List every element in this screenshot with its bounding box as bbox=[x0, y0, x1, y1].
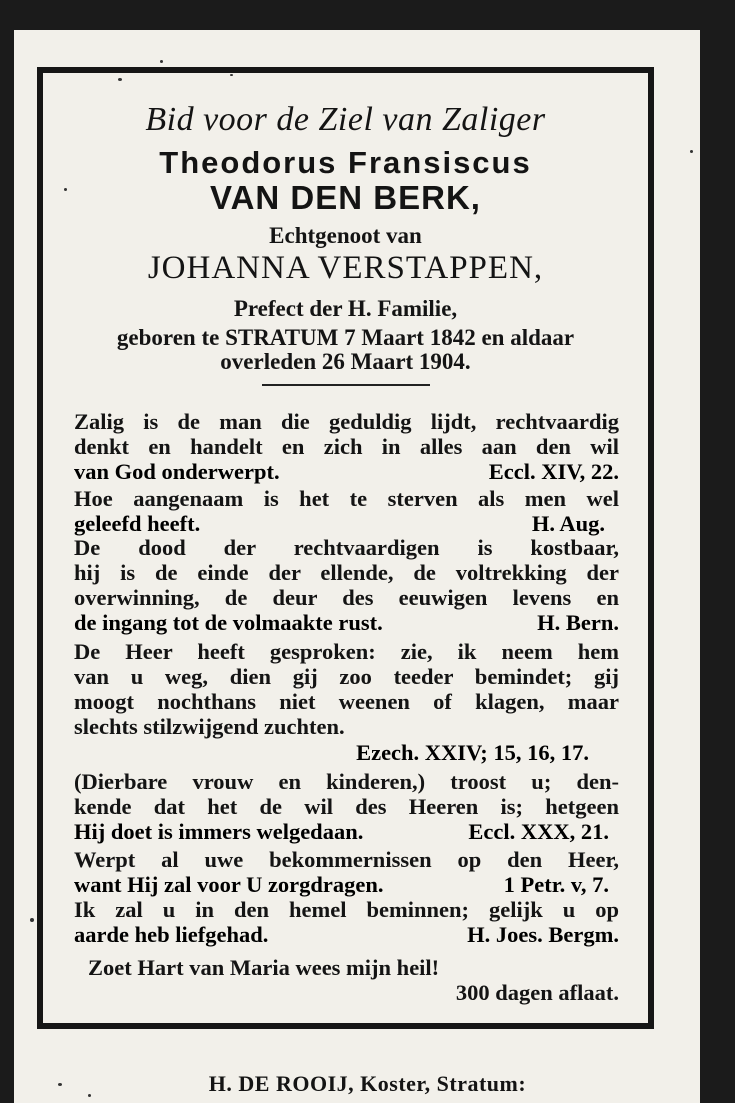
text-line: hij is de einde der ellende, de voltrekking der bbox=[74, 560, 619, 585]
print-speck bbox=[58, 1083, 62, 1086]
card-heading: Bid voor de Ziel van Zaliger bbox=[145, 101, 546, 138]
deceased-surname: VAN DEN BERK, bbox=[210, 179, 481, 216]
text-line: geleefd heeft. bbox=[74, 511, 201, 536]
scripture-reference: H. Aug. bbox=[531, 511, 605, 536]
text-line: kende dat het de wil des Heeren is; hetgeen bbox=[74, 794, 619, 819]
death-line: overleden 26 Maart 1904. bbox=[220, 349, 471, 374]
text-line-with-reference bbox=[74, 610, 619, 636]
spouse-label: Echtgenoot van bbox=[269, 223, 422, 248]
text-line-with-reference bbox=[74, 922, 619, 948]
text-line: denkt en handelt en zich in alles aan den wil bbox=[74, 434, 619, 459]
print-speck bbox=[230, 74, 233, 76]
text-line: want Hij zal voor U zorgdragen. bbox=[74, 872, 384, 897]
memorial-card-frame bbox=[37, 67, 654, 1029]
text-line: Hoe aangenaam is het te sterven als men wel bbox=[74, 486, 619, 511]
print-speck bbox=[88, 1094, 91, 1097]
text-line: De dood der rechtvaardigen is kostbaar, bbox=[74, 535, 619, 560]
scripture-reference: Ezech. XXIV; 15, 16, 17. bbox=[356, 740, 589, 765]
text-line: de ingang tot de volmaakte rust. bbox=[74, 610, 383, 635]
text-line: (Dierbare vrouw en kinderen,) troost u; den- bbox=[74, 769, 619, 794]
divider-rule bbox=[262, 384, 430, 386]
closing-prayer: Zoet Hart van Maria wees mijn heil! bbox=[88, 955, 440, 980]
print-speck bbox=[160, 60, 163, 63]
scripture-reference: H. Joes. Bergm. bbox=[467, 922, 619, 947]
deceased-first-names: Theodorus Fransiscus bbox=[159, 145, 532, 180]
indulgence-note: 300 dagen aflaat. bbox=[455, 980, 619, 1005]
text-line: moogt nochthans niet weenen of klagen, maar bbox=[74, 689, 619, 714]
text-line: slechts stilzwijgend zuchten. bbox=[74, 714, 345, 739]
text-line: Ik zal u in den hemel beminnen; gelijk u op bbox=[74, 897, 619, 922]
text-line-with-reference bbox=[74, 511, 619, 537]
scripture-reference: Eccl. XIV, 22. bbox=[488, 459, 619, 484]
text-line: Zalig is de man die geduldig lijdt, rechtvaardig bbox=[74, 409, 619, 434]
text-line: Hij doet is immers welgedaan. bbox=[74, 819, 364, 844]
text-line: De Heer heeft gesproken: zie, ik neem hem bbox=[74, 639, 619, 664]
text-line: aarde heb liefgehad. bbox=[74, 922, 269, 947]
print-speck bbox=[118, 78, 122, 81]
scripture-reference: 1 Petr. v, 7. bbox=[503, 872, 609, 897]
text-line: van u weg, dien gij zoo teeder bemindet; gij bbox=[74, 664, 619, 689]
print-speck bbox=[64, 188, 67, 191]
print-speck bbox=[690, 150, 693, 153]
birth-line: geboren te STRATUM 7 Maart 1842 en aldaar bbox=[116, 325, 575, 350]
spouse-name: JOHANNA VERSTAPPEN, bbox=[147, 250, 544, 286]
text-line-with-reference bbox=[74, 819, 619, 845]
printer-imprint: H. DE ROOIJ, Koster, Stratum: bbox=[208, 1071, 527, 1096]
text-line: Werpt al uwe bekommernissen op den Heer, bbox=[74, 847, 619, 872]
scripture-reference: Eccl. XXX, 21. bbox=[468, 819, 609, 844]
text-line-with-reference bbox=[74, 459, 619, 485]
print-speck bbox=[30, 918, 34, 922]
scripture-reference: H. Bern. bbox=[537, 610, 619, 635]
text-line: van God onderwerpt. bbox=[74, 459, 280, 484]
deceased-title: Prefect der H. Familie, bbox=[233, 296, 458, 321]
text-line: overwinning, de deur des eeuwigen levens en bbox=[74, 585, 619, 610]
text-line-with-reference bbox=[74, 872, 619, 898]
